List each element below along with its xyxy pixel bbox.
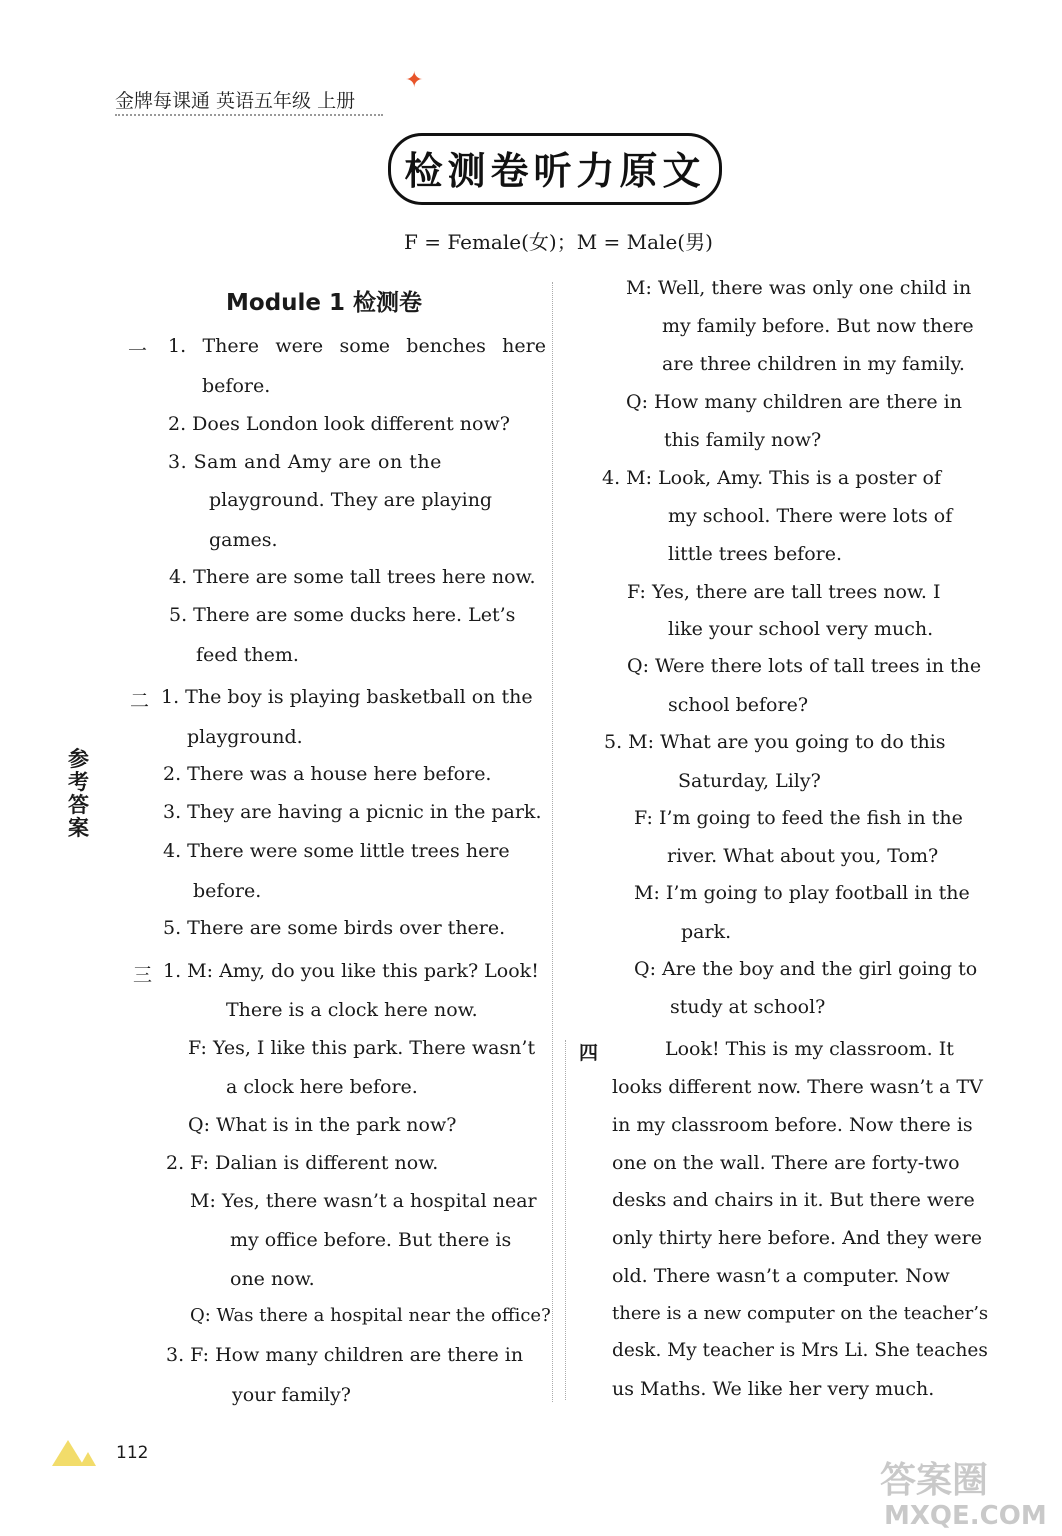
left-line-26: Q: Was there a hospital near the office?	[190, 1305, 551, 1326]
left-line-1	[168, 335, 546, 357]
left-line-22: 2. F: Dalian is different now.	[166, 1152, 439, 1174]
left-line-9: feed them.	[196, 644, 299, 666]
left-line-12: 2. There was a house here before.	[163, 763, 492, 785]
word: There	[202, 335, 259, 357]
word: here	[502, 335, 546, 357]
left-line-7: 4. There are some tall trees here now.	[169, 566, 536, 588]
right-line-2: my family before. But now there	[662, 315, 974, 337]
left-line-10: 1. The boy is playing basketball on the	[161, 686, 533, 708]
right-line-27: old. There wasn’t a computer. Now	[612, 1265, 950, 1287]
right-line-10: like your school very much.	[668, 618, 934, 640]
right-line-19: Q: Are the boy and the girl going to	[634, 958, 978, 980]
right-line-14: Saturday, Lily?	[678, 770, 821, 792]
right-line-25: desks and chairs in it. But there were	[612, 1189, 975, 1211]
left-line-14: 4. There were some little trees here	[163, 840, 510, 862]
book-header: 金牌每课通 英语五年级 上册	[115, 90, 356, 112]
left-line-25: one now.	[230, 1268, 315, 1290]
module-title: Module 1 检测卷	[226, 290, 423, 316]
section-mark-3: 三	[133, 964, 153, 986]
right-line-24: one on the wall. There are forty-two	[612, 1152, 960, 1174]
left-line-23: M: Yes, there wasn’t a hospital near	[190, 1190, 537, 1212]
column-divider-lower	[565, 1040, 566, 1400]
right-line-29: desk. My teacher is Mrs Li. She teaches	[612, 1340, 988, 1361]
word: were	[275, 335, 324, 357]
left-line-6: games.	[209, 529, 278, 551]
right-line-17: M: I’m going to play football in the	[634, 882, 970, 904]
right-line-30: us Maths. We like her very much.	[612, 1378, 935, 1400]
svg-text:MXQE.COM: MXQE.COM	[884, 1501, 1047, 1530]
column-divider	[552, 282, 553, 1402]
left-line-27: 3. F: How many children are there in	[166, 1344, 524, 1366]
right-line-26: only thirty here before. And they were	[612, 1227, 982, 1249]
page-corner-icon-small	[80, 1452, 96, 1466]
page-title: 检测卷听力原文	[404, 149, 706, 193]
right-line-12: school before?	[668, 694, 809, 716]
svg-text:答案圈: 答案圈	[880, 1460, 989, 1501]
left-line-2: before.	[202, 375, 271, 397]
section-mark-2: 二	[130, 690, 150, 712]
side-label: 参考答案	[68, 747, 89, 840]
right-line-18: park.	[681, 921, 732, 943]
right-line-15: F: I’m going to feed the fish in the	[634, 807, 963, 829]
left-line-18: There is a clock here now.	[226, 999, 478, 1021]
left-line-11: playground.	[187, 726, 303, 748]
left-line-19: F: Yes, I like this park. There wasn’t	[188, 1037, 536, 1059]
left-line-3: 2. Does London look different now?	[168, 413, 510, 435]
left-line-17: 1. M: Amy, do you like this park? Look!	[163, 960, 539, 982]
right-line-20: study at school?	[670, 996, 826, 1018]
left-line-15: before.	[193, 880, 262, 902]
right-line-23: in my classroom before. Now there is	[612, 1114, 973, 1136]
left-line-5: playground. They are playing	[209, 489, 493, 511]
star-icon: ✦	[405, 68, 424, 93]
right-line-13: 5. M: What are you going to do this	[604, 731, 946, 753]
right-line-1: M: Well, there was only one child in	[626, 277, 972, 299]
right-line-11: Q: Were there lots of tall trees in the	[627, 655, 982, 677]
right-line-16: river. What about you, Tom?	[667, 845, 939, 867]
right-line-21: Look! This is my classroom. It	[665, 1038, 954, 1060]
watermark-logo	[872, 1452, 1052, 1530]
header-rule	[115, 114, 383, 116]
right-line-6: 4. M: Look, Amy. This is a poster of	[602, 467, 942, 489]
page-number: 112	[116, 1443, 149, 1463]
right-line-3: are three children in my family.	[662, 353, 965, 375]
right-line-22: looks different now. There wasn’t a TV	[612, 1076, 983, 1098]
right-line-9: F: Yes, there are tall trees now. I	[627, 581, 941, 603]
word: 1.	[168, 335, 187, 357]
right-line-28: there is a new computer on the teacher’s	[612, 1303, 989, 1324]
left-line-20: a clock here before.	[226, 1076, 418, 1098]
left-line-28: your family?	[232, 1384, 351, 1406]
right-line-7: my school. There were lots of	[668, 505, 953, 527]
left-line-8: 5. There are some ducks here. Let’s	[169, 604, 516, 626]
left-line-13: 3. They are having a picnic in the park.	[163, 801, 542, 823]
right-line-5: this family now?	[664, 429, 822, 451]
section-mark-4: 四	[579, 1042, 599, 1064]
word: benches	[406, 335, 486, 357]
word: some	[339, 335, 390, 357]
left-line-16: 5. There are some birds over there.	[163, 917, 506, 939]
left-line-21: Q: What is in the park now?	[188, 1114, 457, 1136]
left-line-24: my office before. But there is	[230, 1229, 512, 1251]
speaker-legend: F = Female(女)；M = Male(男)	[404, 230, 713, 254]
section-mark-1: 一	[128, 340, 148, 362]
left-line-4: 3. Sam and Amy are on the	[168, 451, 442, 473]
right-line-8: little trees before.	[668, 543, 843, 565]
right-line-4: Q: How many children are there in	[626, 391, 962, 413]
